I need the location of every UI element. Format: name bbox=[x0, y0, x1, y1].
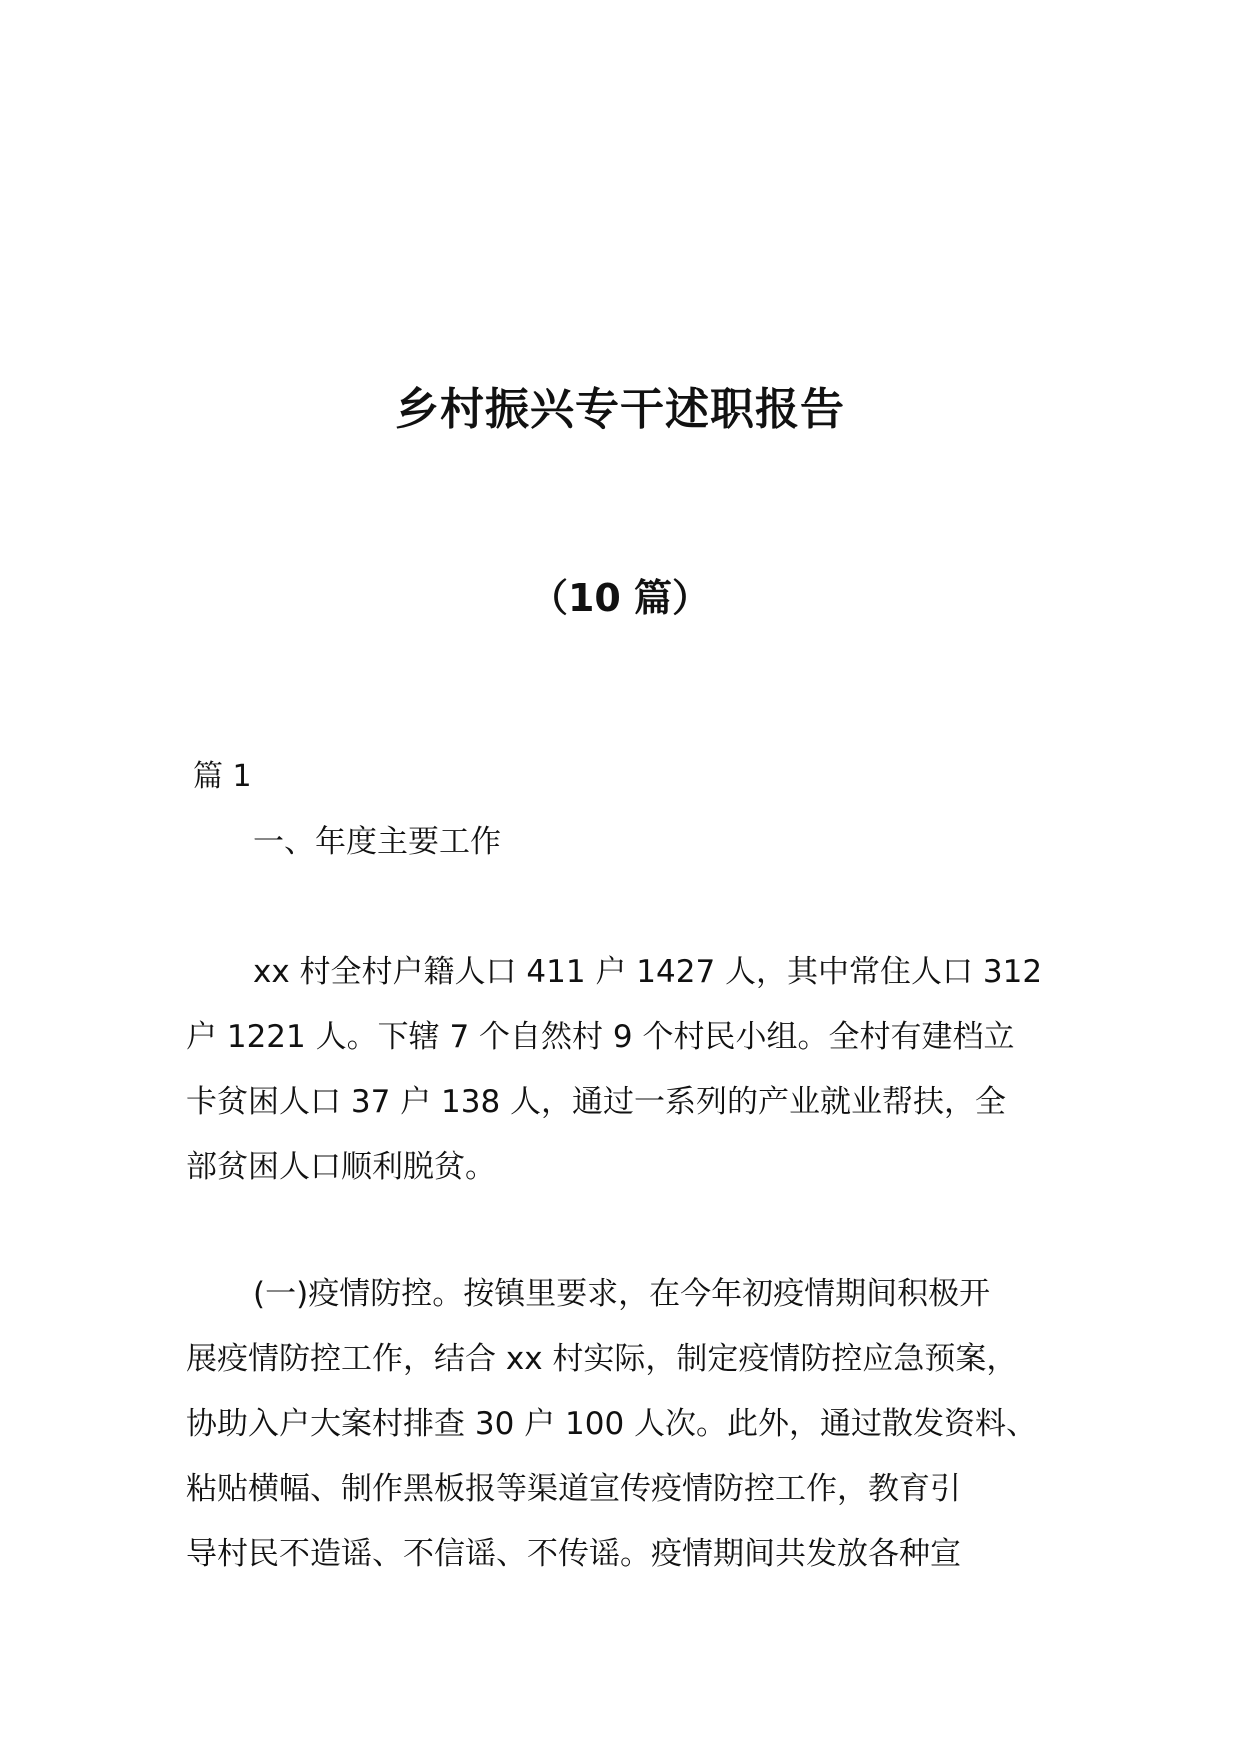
paragraph2-line: (一)疫情防控。按镇里要求，在今年初疫情期间积极开 bbox=[253, 1276, 991, 1312]
paragraph1-line: xx 村全村户籍人口 411 户 1427 人，其中常住人口 312 bbox=[253, 954, 1043, 990]
paragraph2-line: 粘贴横幅、制作黑板报等渠道宣传疫情防控工作，教育引 bbox=[186, 1471, 961, 1507]
paragraph1-line: 卡贫困人口 37 户 138 人，通过一系列的产业就业帮扶，全 bbox=[186, 1084, 1007, 1120]
paragraph1-line: 部贫困人口顺利脱贫。 bbox=[186, 1149, 496, 1185]
paragraph1-line: 户 1221 人。下辖 7 个自然村 9 个村民小组。全村有建档立 bbox=[186, 1019, 1015, 1055]
paragraph2-line: 展疫情防控工作，结合 xx 村实际，制定疫情防控应急预案， bbox=[186, 1341, 1018, 1377]
section-heading: 一、年度主要工作 bbox=[253, 824, 501, 860]
paragraph2-line: 协助入户大案村排查 30 户 100 人次。此外，通过散发资料、 bbox=[186, 1406, 1038, 1442]
part-label: 篇 1 bbox=[193, 759, 252, 794]
document-title: 乡村振兴专干述职报告 bbox=[395, 384, 845, 435]
paragraph2-line: 导村民不造谣、不信谣、不传谣。疫情期间共发放各种宣 bbox=[186, 1536, 961, 1572]
document-subtitle: （10 篇） bbox=[529, 576, 711, 620]
